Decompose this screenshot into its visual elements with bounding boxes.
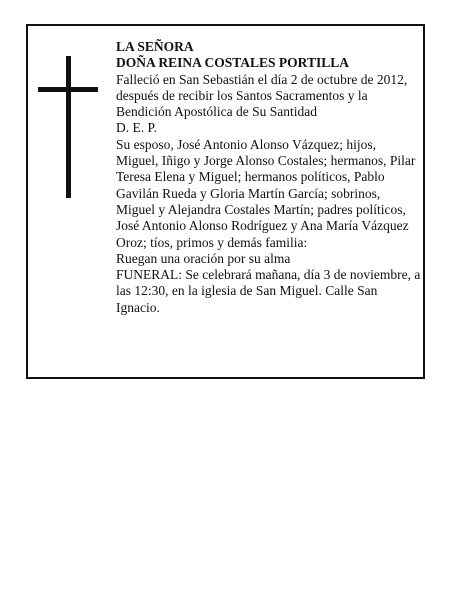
prayer-request: Ruegan una oración por su alma	[116, 250, 291, 266]
obituary-notice	[26, 24, 425, 379]
cross-horizontal-bar	[38, 87, 98, 92]
notice-title: LA SEÑORA	[116, 39, 194, 54]
cross-icon	[38, 56, 98, 198]
cross-vertical-bar	[66, 56, 71, 198]
deceased-name: DOÑA REINA COSTALES PORTILLA	[116, 55, 349, 71]
death-statement: Falleció en San Sebastián el día 2 de octubre de 2012, después de recibir los Santos Sacramentos y la Bendición Apostólica de Su Santidad	[116, 71, 408, 120]
notice-text-block	[116, 39, 421, 316]
funeral-details: FUNERAL: Se celebrará mañana, día 3 de noviembre, a las 12:30, en la iglesia de San Miguel. Calle San Ignacio.	[116, 267, 421, 315]
dep-abbreviation: D. E. P.	[116, 120, 157, 136]
family-list: Su esposo, José Antonio Alonso Vázquez; hijos, Miguel, Iñigo y Jorge Alonso Costales; hermanos, Pilar Teresa Elena y Miguel; hermanos políticos, Pablo Gavilán Rueda y Gloria Martín García; sobrinos, Miguel y Alejandra Costales Martín; padres políticos, José Antonio Alonso Rodríguez y Ana María Vázquez Oroz; tíos, primos y demás familia:	[116, 136, 416, 250]
